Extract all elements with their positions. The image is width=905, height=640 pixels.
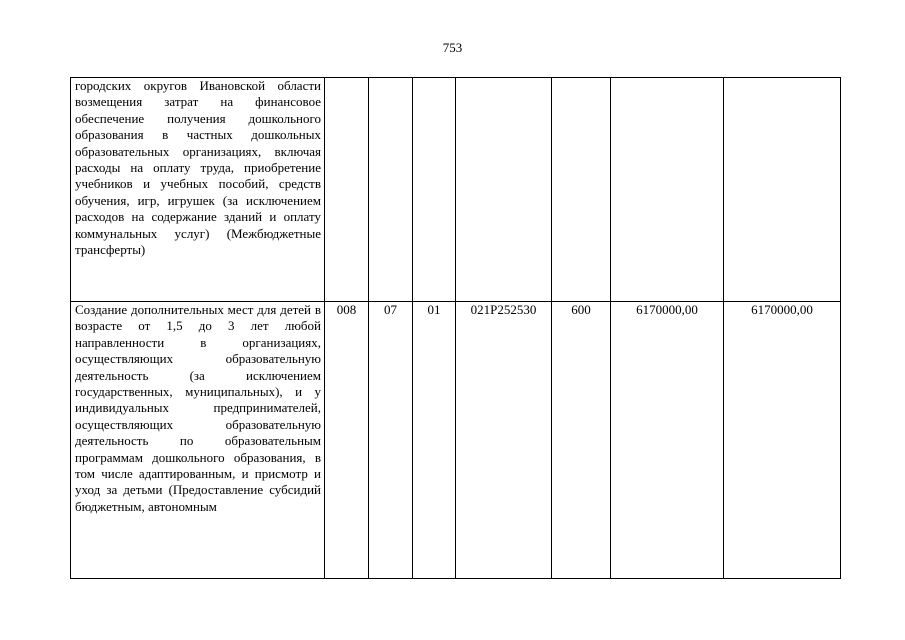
expense-type-cell: 600 [552,302,611,579]
target-article-cell: 021P252530 [456,302,552,579]
table-row [71,302,841,579]
description-cell: городских округов Ивановской области возмещения затрат на финансовое обеспечение получения дошкольного образования в частных дошкольных образовательных организациях, включая расходы на оплату труда, приобретение учебников и учебных пособий, средств обучения, игр, игрушек (за исключением расходов на содержание зданий и оплату коммунальных услуг) (Межбюджетные трансферты) [71,78,325,302]
ministry-code-cell: 008 [325,302,369,579]
subsection-code-cell [413,78,456,302]
table-row [71,78,841,302]
amount-year1-cell [611,78,724,302]
section-code-cell: 07 [369,302,413,579]
expense-type-cell [552,78,611,302]
ministry-code-cell [325,78,369,302]
amount-year2-cell: 6170000,00 [724,302,841,579]
subsection-code-cell: 01 [413,302,456,579]
budget-table [70,77,841,579]
page-number: 753 [442,40,463,55]
description-cell: Создание дополнительных мест для детей в возрасте от 1,5 до 3 лет любой направленности в организациях, осуществляющих образовательную деятельность (за исключением государственных, муниципальных), и у индивидуальных предпринимателей, осуществляющих образовательную деятельность по образовательным программам дошкольного образования, в том числе адаптированным, и присмотр и уход за детьми (Предоставление субсидий бюджетным, автономным [71,302,325,579]
amount-year1-cell: 6170000,00 [611,302,724,579]
section-code-cell [369,78,413,302]
target-article-cell [456,78,552,302]
amount-year2-cell [724,78,841,302]
